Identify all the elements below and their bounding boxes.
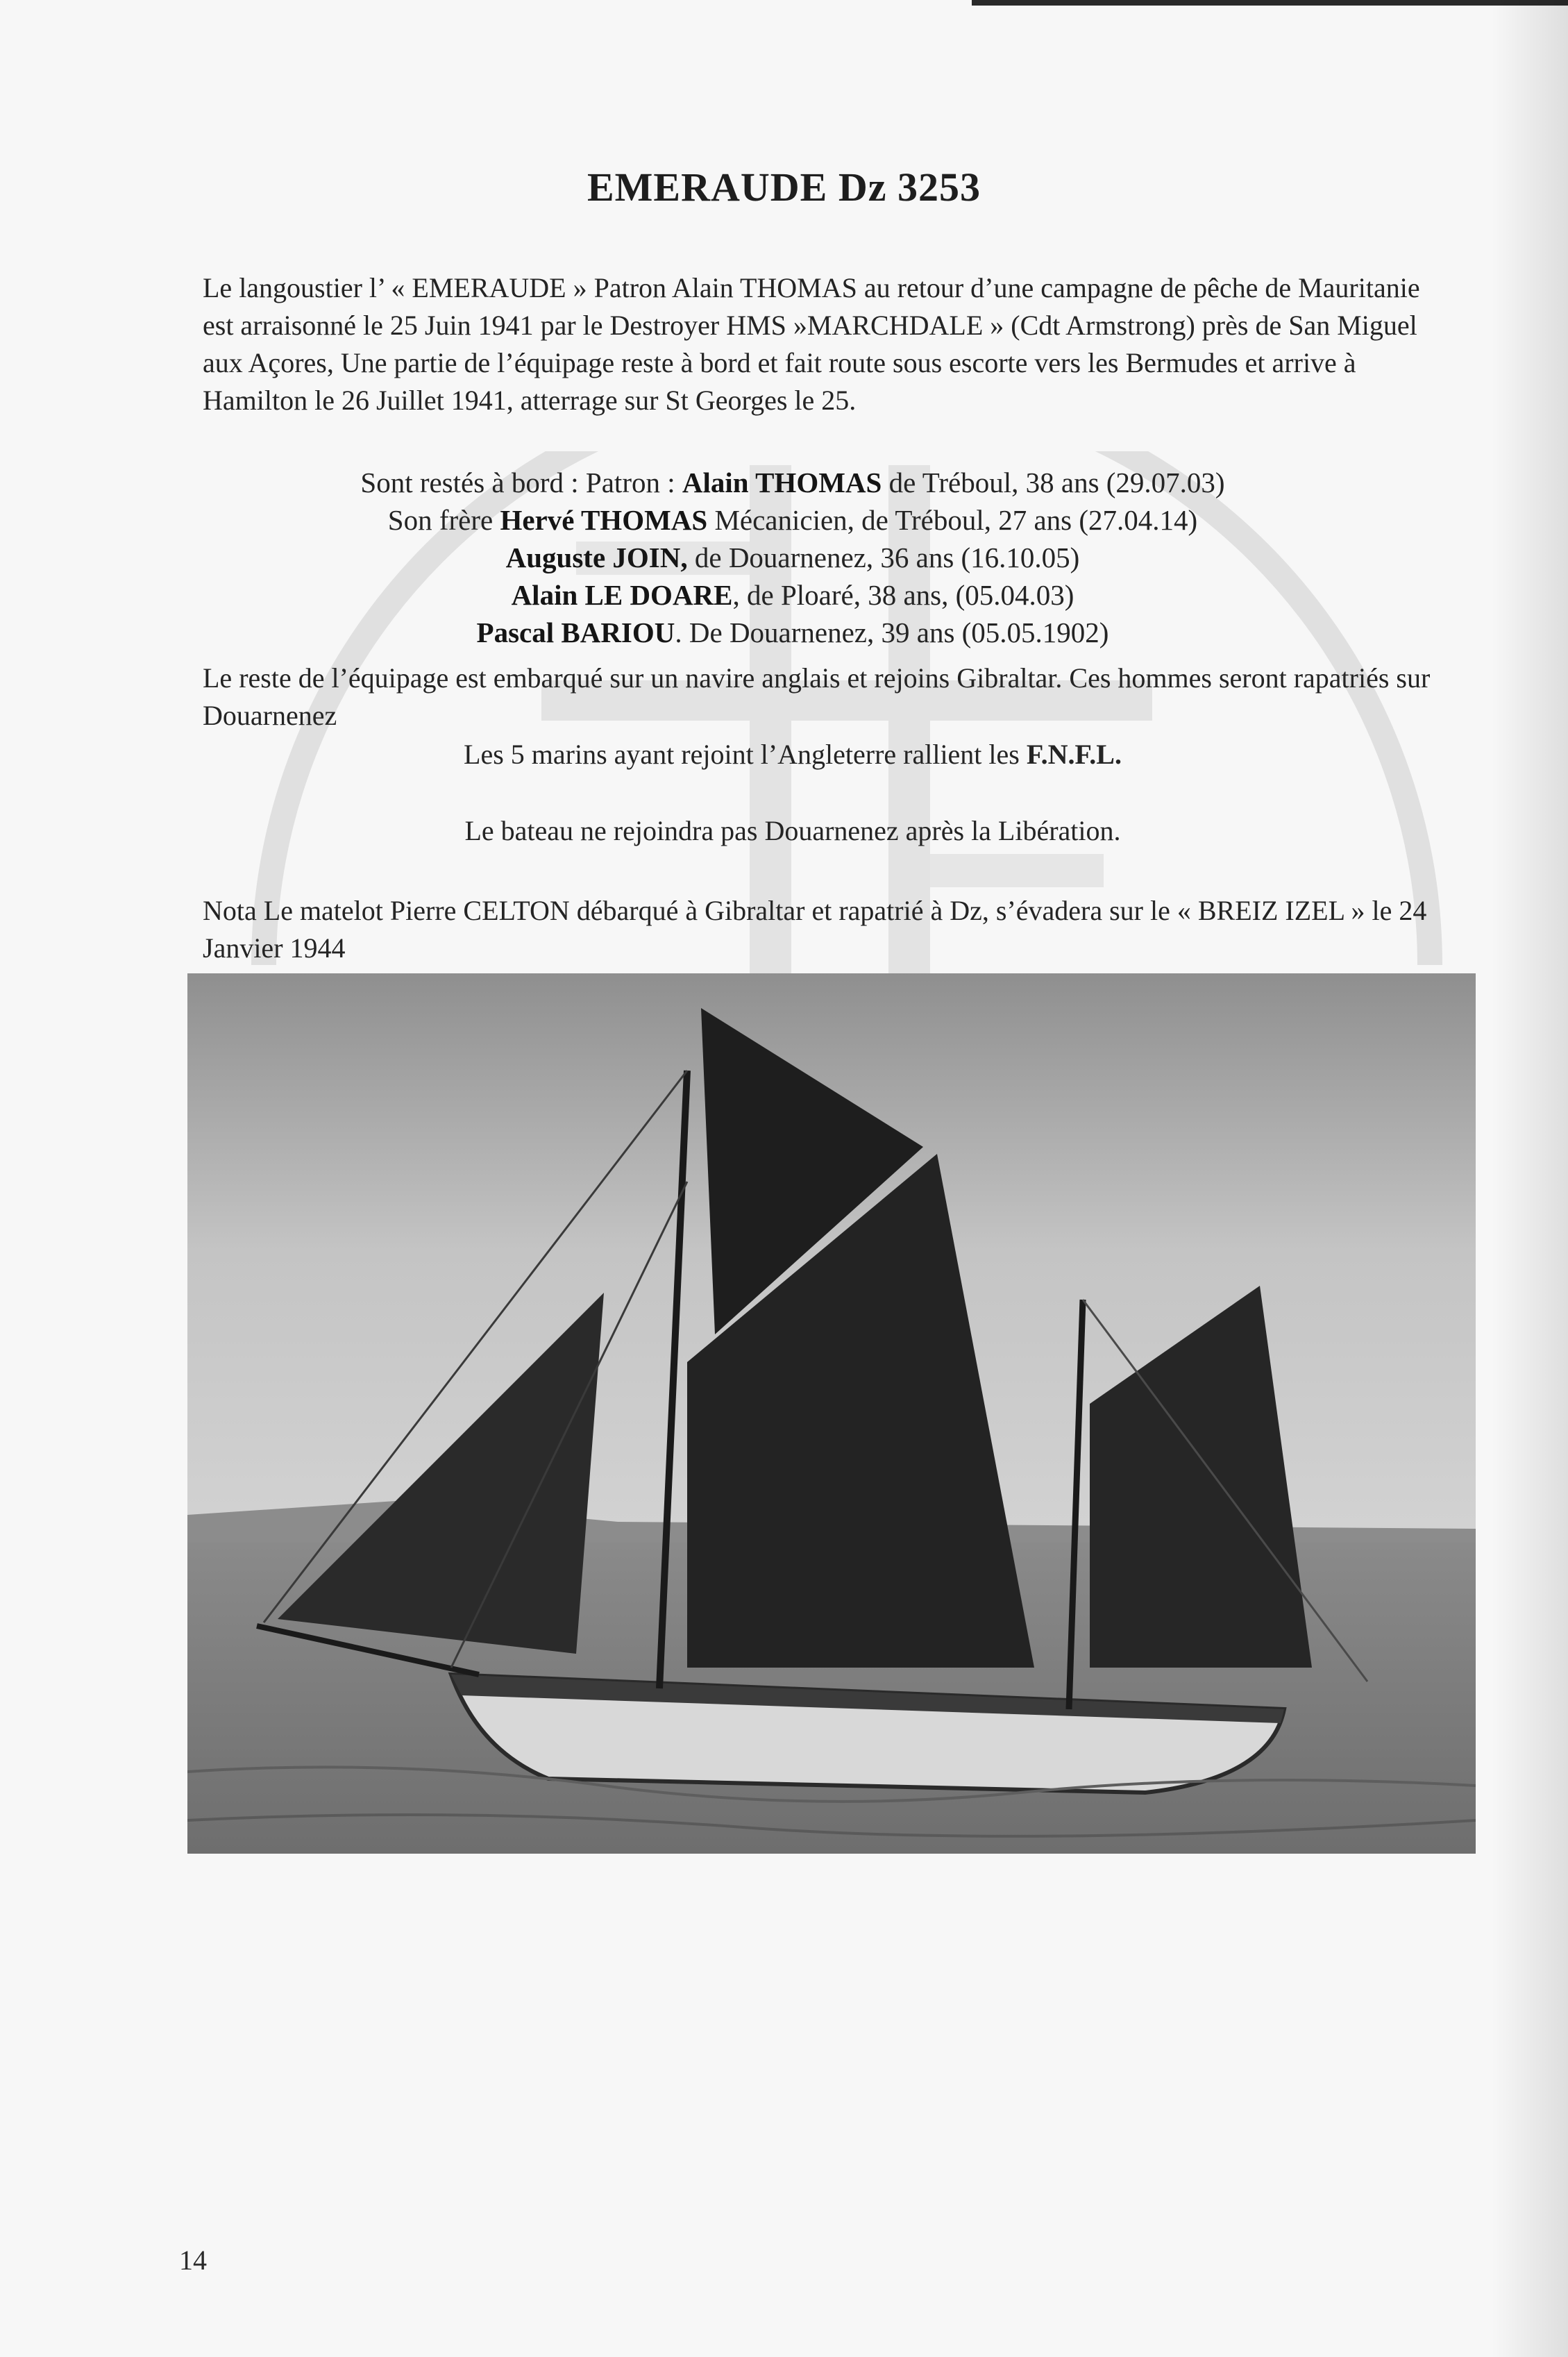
rest-of-crew-paragraph: Le reste de l’équipage est embarqué sur un navire anglais et rejoins Gibraltar. Ces hommes seront rapatriés sur Douarnenez: [203, 662, 1431, 731]
crew-line: Son frère Hervé THOMAS Mécanicien, de Tréboul, 27 ans (27.04.14): [387, 504, 1198, 536]
crew-line: Auguste JOIN, de Douarnenez, 36 ans (16.10.05): [505, 542, 1080, 573]
document-title: EMERAUDE Dz 3253: [587, 165, 981, 210]
page-number: 14: [179, 2245, 207, 2276]
crew-name: Pascal BARIOU: [476, 616, 675, 648]
crew-name: Alain THOMAS: [682, 467, 882, 498]
page-edge-shadow: [1492, 0, 1568, 2357]
nota-paragraph: Nota Le matelot Pierre CELTON débarqué à Gibraltar et rapatrié à Dz, s’évadera sur le « BREIZ IZEL » le 24 Janvier 1944: [203, 895, 1427, 964]
fnfl-line: Les 5 marins ayant rejoint l’Angleterre rallient les F.N.F.L.: [464, 739, 1122, 770]
fnfl-abbreviation: F.N.F.L.: [1026, 739, 1122, 770]
crew-name: Alain LE DOARE: [511, 579, 733, 611]
crew-list: [203, 464, 1383, 651]
sailboat-illustration: [187, 973, 1476, 1854]
crew-line: Alain LE DOARE, de Ploaré, 38 ans, (05.04.03): [511, 579, 1074, 611]
crew-name: Auguste JOIN,: [505, 542, 688, 573]
sailboat-photograph: [187, 973, 1476, 1854]
intro-paragraph: Le langoustier l’ « EMERAUDE » Patron Alain THOMAS au retour d’une campagne de pêche de Mauritanie est arraisonné le 25 Juin 1941 par le Destroyer HMS »MARCHDALE » (Cdt Armstrong) près de San Miguel aux Açores, Une partie de l’équipage reste à bord et fait route sous escorte vers les Bermudes et arrive à Hamilton le 26 Juillet 1941, atterrage sur St Georges le 25.: [203, 272, 1420, 416]
crew-line: Sont restés à bord : Patron : Alain THOMAS de Tréboul, 38 ans (29.07.03): [360, 467, 1225, 498]
liberation-line: Le bateau ne rejoindra pas Douarnenez après la Libération.: [464, 815, 1121, 846]
crew-line: Pascal BARIOU. De Douarnenez, 39 ans (05.05.1902): [476, 616, 1109, 648]
crew-name: Hervé THOMAS: [500, 504, 708, 536]
top-edge-rule: [972, 0, 1568, 6]
